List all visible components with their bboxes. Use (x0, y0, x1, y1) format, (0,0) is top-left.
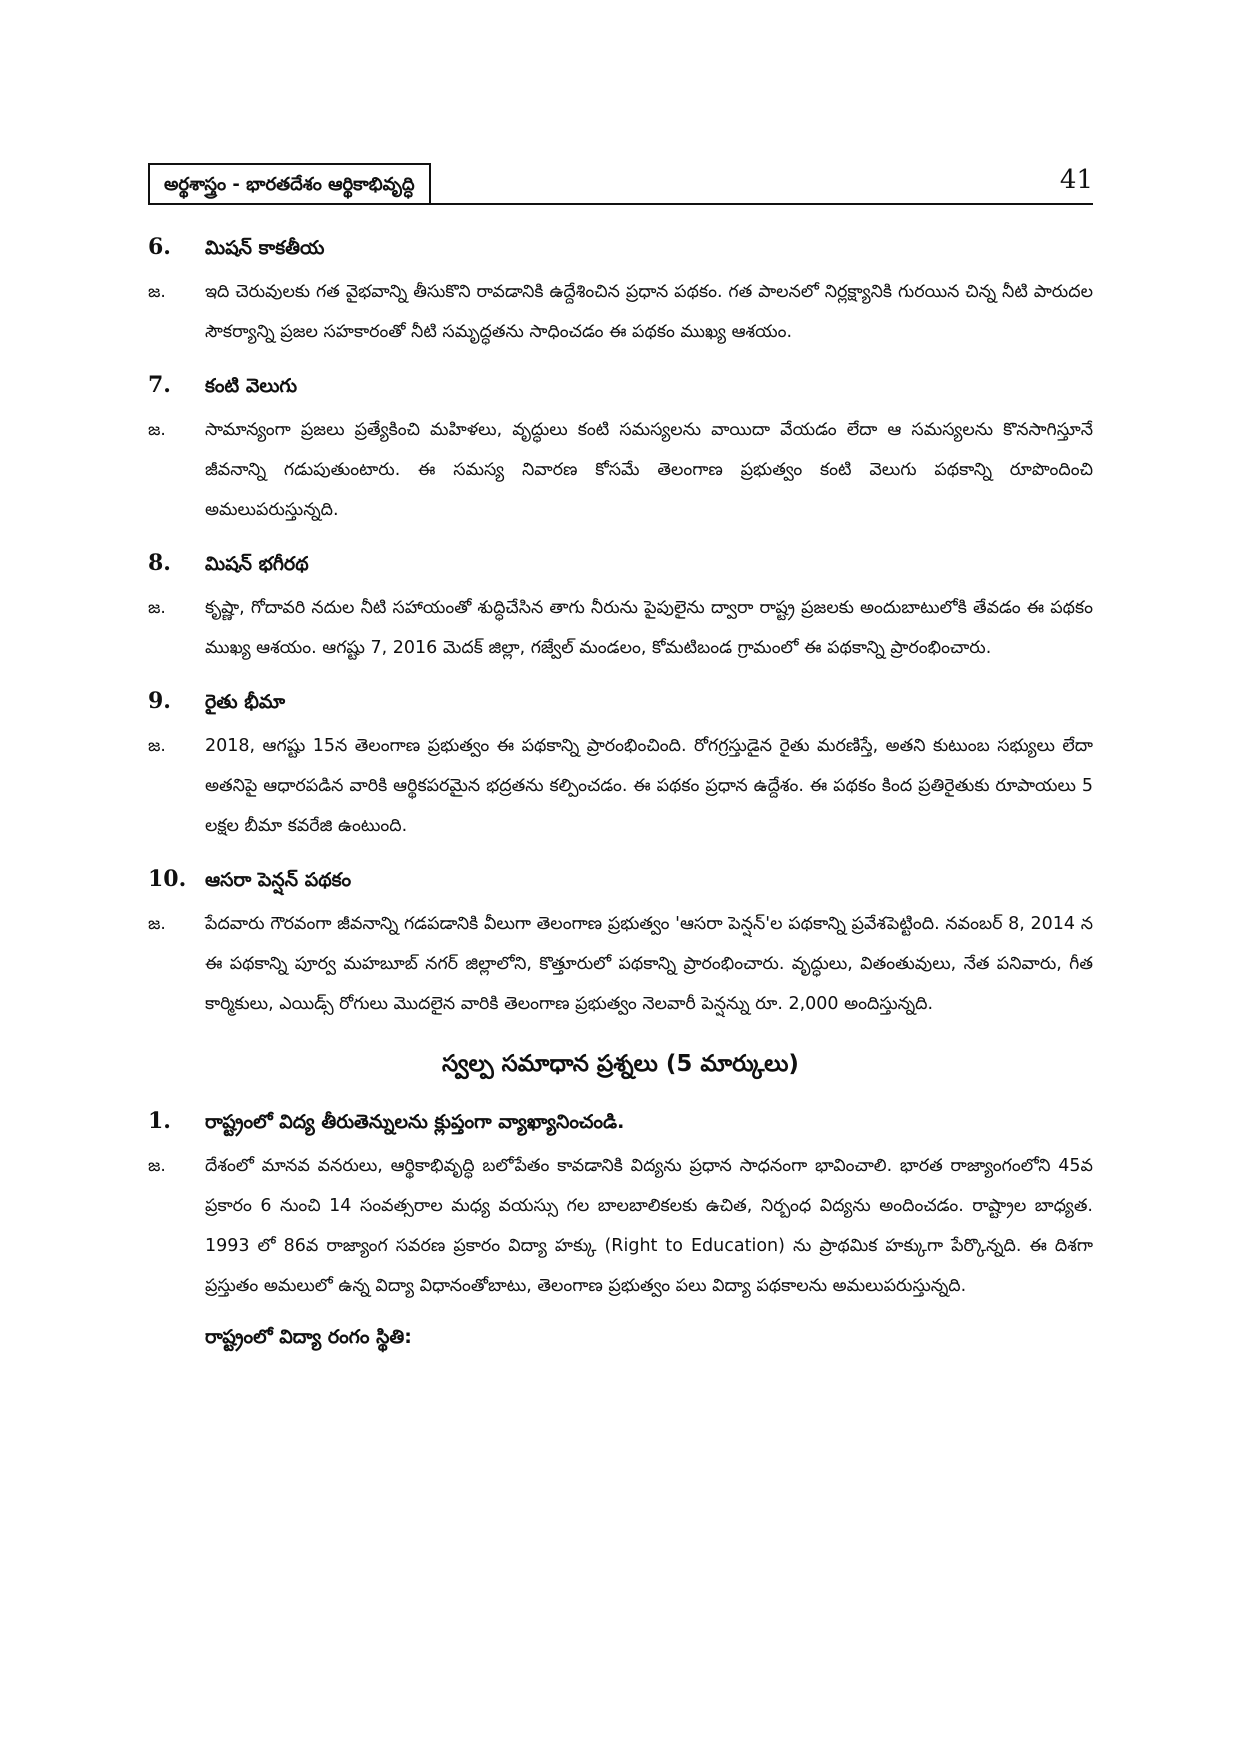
item-7 (148, 360, 1093, 530)
answer-text: కృష్ణా, గోదావరి నదుల నీటి సహాయంతో శుద్ధిచేసిన తాగు నీరును పైపులైను ద్వారా రాష్ట్ర ప్రజలకు అందుబాటులోకి తేవడం ఈ పథకం ముఖ్య ఆశయం. ఆగష్టు 7, 2016 మెదక్ జిల్లా, గజ్వేల్ మండలం, కోమటిబండ గ్రామంలో ఈ పథకాన్ని ప్రారంభించారు. (205, 598, 1093, 658)
item-number: 9. (148, 688, 171, 714)
item-heading (148, 360, 1093, 410)
item-heading (148, 676, 1093, 726)
answer-label: జ. (148, 420, 166, 440)
answer-text: పేదవారు గౌరవంగా జీవనాన్ని గడపడానికి వీలుగా తెలంగాణ ప్రభుత్వం 'ఆసరా పెన్షన్'ల పథకాన్ని ప్రవేశపెట్టింది. నవంబర్ 8, 2014 న ఈ పథకాన్ని పూర్వ మహబూబ్ నగర్ జిల్లాలోని, కొత్తూరులో పథకాన్ని ప్రారంభించారు. వృద్ధులు, వితంతువులు, నేత పనివారు, గీత కార్మికులు, ఎయిడ్స్ రోగులు మొదలైన వారికి తెలంగాణ ప్రభుత్వం నెలవారీ పెన్షన్ను రూ. 2,000 అందిస్తున్నది. (205, 914, 1093, 1014)
item-heading (148, 538, 1093, 588)
sub-heading: రాష్ట్రంలో విద్యా రంగం స్థితి: (205, 1326, 412, 1348)
answer-label: జ. (148, 914, 166, 934)
item-6 (148, 222, 1093, 352)
answer-label: జ. (148, 736, 166, 756)
item-number: 6. (148, 234, 171, 260)
answer-label: జ. (148, 1156, 166, 1176)
answer-text: దేశంలో మానవ వనరులు, ఆర్థికాభివృద్ధి బలోపేతం కావడానికి విద్యను ప్రధాన సాధనంగా భావించాలి. భారత రాజ్యాంగంలోని 45వ ప్రకారం 6 నుంచి 14 సంవత్సరాల మధ్య వయస్సు గల బాలబాలికలకు ఉచిత, నిర్బంధ విద్యను అందించడం. రాష్ట్రాల బాధ్యత. 1993 లో 86వ రాజ్యాంగ సవరణ ప్రకారం విద్యా హక్కు (Right to Education) ను ప్రాథమిక హక్కుగా పేర్కొన్నది. ఈ దిశగా ప్రస్తుతం అమలులో ఉన్న విద్యా విధానంతోబాటు, తెలంగాణ ప్రభుత్వం పలు విద్యా పథకాలను అమలుపరుస్తున్నది. (205, 1156, 1093, 1296)
question-number: 1. (148, 1108, 171, 1134)
answer-text: సామాన్యంగా ప్రజలు ప్రత్యేకించి మహిళలు, వృద్ధులు కంటి సమస్యలను వాయిదా వేయడం లేదా ఆ సమస్యలను కొనసాగిస్తూనే జీవనాన్ని గడుపుతుంటారు. ఈ సమస్య నివారణ కోసమే తెలంగాణ ప్రభుత్వం కంటి వెలుగు పథకాన్ని రూపొందించి అమలుపరుస్తున్నది. (205, 420, 1093, 520)
running-header-title: అర్థశాస్త్రం - భారతదేశం ఆర్థికాభివృద్ధి (148, 163, 431, 203)
answer-label: జ. (148, 598, 166, 618)
page-header (148, 163, 1093, 205)
question-heading (148, 1096, 1093, 1146)
page-number: 41 (1059, 165, 1093, 195)
item-number: 10. (148, 866, 187, 892)
item-answer (148, 904, 1093, 1024)
item-answer (148, 726, 1093, 846)
item-number: 8. (148, 550, 171, 576)
question-1 (148, 1096, 1093, 1360)
item-8 (148, 538, 1093, 668)
item-answer (148, 410, 1093, 530)
question-title: రాష్ట్రంలో విద్య తీరుతెన్నులను క్లుప్తంగా వ్యాఖ్యానించండి. (205, 1111, 625, 1133)
item-answer (148, 272, 1093, 352)
item-title: రైతు భీమా (205, 691, 286, 713)
item-10 (148, 854, 1093, 1024)
item-9 (148, 676, 1093, 846)
section-heading: స్వల్ప సమాధాన ప్రశ్నలు (5 మార్కులు) (442, 1051, 799, 1077)
item-title: కంటి వెలుగు (205, 375, 298, 397)
item-answer (148, 588, 1093, 668)
item-title: ఆసరా పెన్షన్ పథకం (205, 869, 352, 891)
item-title: మిషన్ భగీరథ (205, 553, 309, 575)
page-content (148, 222, 1093, 1360)
answer-text: 2018, ఆగష్టు 15న తెలంగాణ ప్రభుత్వం ఈ పథకాన్ని ప్రారంభించింది. రోగగ్రస్తుడైన రైతు మరణిస్తే, అతని కుటుంబ సభ్యులు లేదా అతనిపై ఆధారపడిన వారికి ఆర్థికపరమైన భద్రతను కల్పించడం. ఈ పథకం ప్రధాన ఉద్దేశం. ఈ పథకం కింద ప్రతిరైతుకు రూపాయలు 5 లక్షల బీమా కవరేజి ఉంటుంది. (205, 736, 1093, 836)
answer-label: జ. (148, 282, 166, 302)
answer-text: ఇది చెరువులకు గత వైభవాన్ని తీసుకొని రావడానికి ఉద్దేశించిన ప్రధాన పథకం. గత పాలనలో నిర్లక్ష్యానికి గురయిన చిన్న నీటి పారుదల సౌకర్యాన్ని ప్రజల సహకారంతో నీటి సమృద్ధతను సాధించడం ఈ పథకం ముఖ్య ఆశయం. (205, 282, 1093, 342)
question-answer (148, 1146, 1093, 1306)
item-heading (148, 222, 1093, 272)
item-title: మిషన్ కాకతీయ (205, 237, 325, 259)
item-heading (148, 854, 1093, 904)
item-number: 7. (148, 372, 171, 398)
